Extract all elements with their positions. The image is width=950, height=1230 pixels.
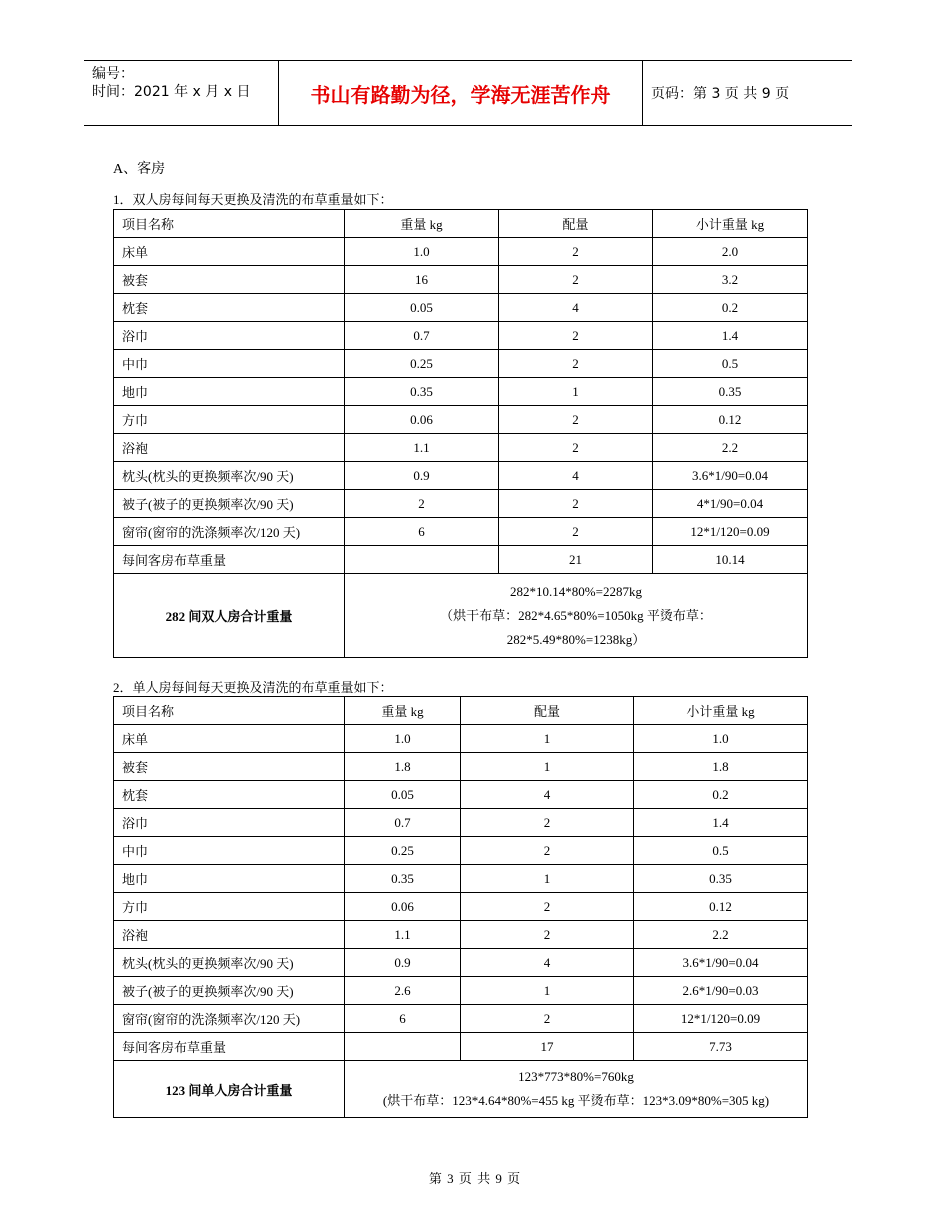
total-line: (烘干布草：123*4.64*80%=455 kg 平烫布草：123*3.09*80%=305 kg): [382, 1093, 770, 1108]
table-row: [114, 378, 808, 406]
total-value: [345, 1061, 808, 1118]
page-footer: 第 3 页 共 9 页: [428, 1171, 522, 1186]
table-cell: 7.73: [634, 1033, 808, 1061]
code-label: 编号：: [92, 66, 134, 82]
table-cell: 3.2: [653, 266, 808, 294]
table-cell: 枕头(枕头的更换频率次/90 天): [114, 462, 345, 490]
table-cell: 每间客房布草重量: [114, 1033, 345, 1061]
table-cell: 中巾: [114, 350, 345, 378]
table-row: [114, 837, 808, 865]
column-header: 配量: [461, 697, 634, 725]
table-row: [114, 462, 808, 490]
table-cell: 2: [499, 434, 653, 462]
table-row: [114, 977, 808, 1005]
total-line: （烘干布草：282*4.65*80%=1050kg 平烫布草：: [440, 607, 712, 623]
table-cell: 0.06: [345, 406, 499, 434]
table-row: [114, 949, 808, 977]
table-row: [114, 921, 808, 949]
total-line: 282*5.49*80%=1238kg）: [506, 631, 646, 647]
table-cell: 被子(被子的更换频率次/90 天): [114, 490, 345, 518]
total-lines: [353, 580, 799, 652]
table-cell: 2.6*1/90=0.03: [634, 977, 808, 1005]
table-cell: 2: [499, 322, 653, 350]
table-cell: 1.0: [634, 725, 808, 753]
table-cell: [345, 1033, 461, 1061]
table-cell: 1: [461, 977, 634, 1005]
total-row: [114, 574, 808, 658]
table-cell: 2: [461, 809, 634, 837]
table-cell: 2: [499, 406, 653, 434]
table-row: [114, 725, 808, 753]
table-cell: 10.14: [653, 546, 808, 574]
table-cell: 方巾: [114, 406, 345, 434]
table-cell: 1.8: [345, 753, 461, 781]
table-cell: 12*1/120=0.09: [653, 518, 808, 546]
table-cell: 窗帘(窗帘的洗涤频率次/120 天): [114, 518, 345, 546]
header-meta: [84, 61, 279, 125]
table-cell: 0.7: [345, 322, 499, 350]
table-row: [114, 1005, 808, 1033]
table-cell: 1: [461, 753, 634, 781]
table-cell: 4: [461, 781, 634, 809]
total-lines: [353, 1065, 799, 1113]
column-header: 项目名称: [114, 210, 345, 238]
table-cell: 床单: [114, 238, 345, 266]
table-cell: 浴巾: [114, 809, 345, 837]
table-row: [114, 518, 808, 546]
table-cell: 2: [499, 266, 653, 294]
section-title: A、客房: [113, 162, 166, 177]
table-cell: 窗帘(窗帘的洗涤频率次/120 天): [114, 1005, 345, 1033]
table-cell: 浴袍: [114, 434, 345, 462]
table-cell: 地巾: [114, 865, 345, 893]
table-cell: 床单: [114, 725, 345, 753]
table-cell: 4: [499, 462, 653, 490]
table-cell: 0.12: [653, 406, 808, 434]
table-cell: 4: [499, 294, 653, 322]
table-cell: 2: [461, 837, 634, 865]
table-cell: 1: [461, 865, 634, 893]
table-cell: 1: [499, 378, 653, 406]
table-cell: 被子(被子的更换频率次/90 天): [114, 977, 345, 1005]
table-cell: 地巾: [114, 378, 345, 406]
table-cell: 6: [345, 1005, 461, 1033]
table-cell: 2: [499, 518, 653, 546]
table-cell: 方巾: [114, 893, 345, 921]
table-row: [114, 1033, 808, 1061]
page-header: [84, 60, 852, 126]
table-cell: 2: [461, 1005, 634, 1033]
table-row: [114, 434, 808, 462]
table-cell: 0.5: [634, 837, 808, 865]
table-cell: 1.4: [653, 322, 808, 350]
total-label: 282 间双人房合计重量: [114, 574, 345, 658]
table-cell: 1: [461, 725, 634, 753]
table-cell: 枕套: [114, 781, 345, 809]
header-motto: 书山有路勤为径，学海无涯苦作舟: [279, 61, 643, 125]
table-cell: 1.0: [345, 238, 499, 266]
table-row: [114, 266, 808, 294]
column-header: 重量 kg: [345, 697, 461, 725]
table-cell: 每间客房布草重量: [114, 546, 345, 574]
table-cell: 1.0: [345, 725, 461, 753]
table-cell: 6: [345, 518, 499, 546]
table-cell: 0.9: [345, 949, 461, 977]
table-cell: 2: [499, 490, 653, 518]
table-cell: 12*1/120=0.09: [634, 1005, 808, 1033]
table-cell: 2: [461, 921, 634, 949]
double-room-linen-table: [113, 209, 808, 658]
single-room-linen-table: [113, 696, 808, 1118]
table-cell: 枕头(枕头的更换频率次/90 天): [114, 949, 345, 977]
table-cell: 3.6*1/90=0.04: [653, 462, 808, 490]
table-row: [114, 350, 808, 378]
total-label: 123 间单人房合计重量: [114, 1061, 345, 1118]
table-cell: 16: [345, 266, 499, 294]
column-header: 重量 kg: [345, 210, 499, 238]
total-line: 123*773*80%=760kg: [518, 1069, 634, 1084]
table-cell: 0.05: [345, 781, 461, 809]
table-cell: 2.6: [345, 977, 461, 1005]
table-cell: 2: [499, 238, 653, 266]
table-cell: 被套: [114, 753, 345, 781]
table-cell: 4: [461, 949, 634, 977]
table-cell: 0.25: [345, 837, 461, 865]
table-cell: 0.12: [634, 893, 808, 921]
total-line: 282*10.14*80%=2287kg: [510, 583, 642, 599]
table-row: [114, 865, 808, 893]
table-cell: 2: [499, 350, 653, 378]
table-cell: 1.1: [345, 434, 499, 462]
table-row: [114, 406, 808, 434]
header-page-label: 页码：第 3 页 共 9 页: [651, 86, 790, 102]
table-cell: 21: [499, 546, 653, 574]
table-cell: 0.35: [345, 378, 499, 406]
table-row: [114, 294, 808, 322]
time-label: 时间：2021 年 x 月 x 日: [92, 84, 251, 100]
table-cell: 0.2: [653, 294, 808, 322]
table-cell: 中巾: [114, 837, 345, 865]
table-cell: 浴巾: [114, 322, 345, 350]
column-header: 项目名称: [114, 697, 345, 725]
table-row: [114, 238, 808, 266]
table-cell: 0.2: [634, 781, 808, 809]
table-cell: 0.9: [345, 462, 499, 490]
table-cell: 0.25: [345, 350, 499, 378]
table-cell: 0.35: [653, 378, 808, 406]
table-row: [114, 781, 808, 809]
table-cell: 17: [461, 1033, 634, 1061]
table-cell: 2: [345, 490, 499, 518]
table-cell: 被套: [114, 266, 345, 294]
table1-caption: 1．双人房每间每天更换及清洗的布草重量如下：: [113, 192, 393, 207]
table-cell: 0.7: [345, 809, 461, 837]
table-row: [114, 753, 808, 781]
table-cell: 1.4: [634, 809, 808, 837]
table-cell: 2.2: [653, 434, 808, 462]
table2-caption: 2．单人房每间每天更换及清洗的布草重量如下：: [113, 680, 393, 695]
table-cell: 2.0: [653, 238, 808, 266]
table-cell: 1.8: [634, 753, 808, 781]
table-cell: 0.35: [634, 865, 808, 893]
table-cell: 0.06: [345, 893, 461, 921]
table-cell: 4*1/90=0.04: [653, 490, 808, 518]
table-cell: 0.05: [345, 294, 499, 322]
table-cell: [345, 546, 499, 574]
table-row: [114, 490, 808, 518]
table-cell: 1.1: [345, 921, 461, 949]
total-value: [345, 574, 808, 658]
table-header-row: [114, 697, 808, 725]
table-cell: 0.35: [345, 865, 461, 893]
table-row: [114, 546, 808, 574]
table-cell: 2.2: [634, 921, 808, 949]
column-header: 配量: [499, 210, 653, 238]
table-cell: 浴袍: [114, 921, 345, 949]
table-row: [114, 809, 808, 837]
table-cell: 0.5: [653, 350, 808, 378]
table-cell: 2: [461, 893, 634, 921]
table-row: [114, 893, 808, 921]
column-header: 小计重量 kg: [653, 210, 808, 238]
table-cell: 3.6*1/90=0.04: [634, 949, 808, 977]
table-cell: 枕套: [114, 294, 345, 322]
table-header-row: [114, 210, 808, 238]
total-row: [114, 1061, 808, 1118]
column-header: 小计重量 kg: [634, 697, 808, 725]
table-row: [114, 322, 808, 350]
